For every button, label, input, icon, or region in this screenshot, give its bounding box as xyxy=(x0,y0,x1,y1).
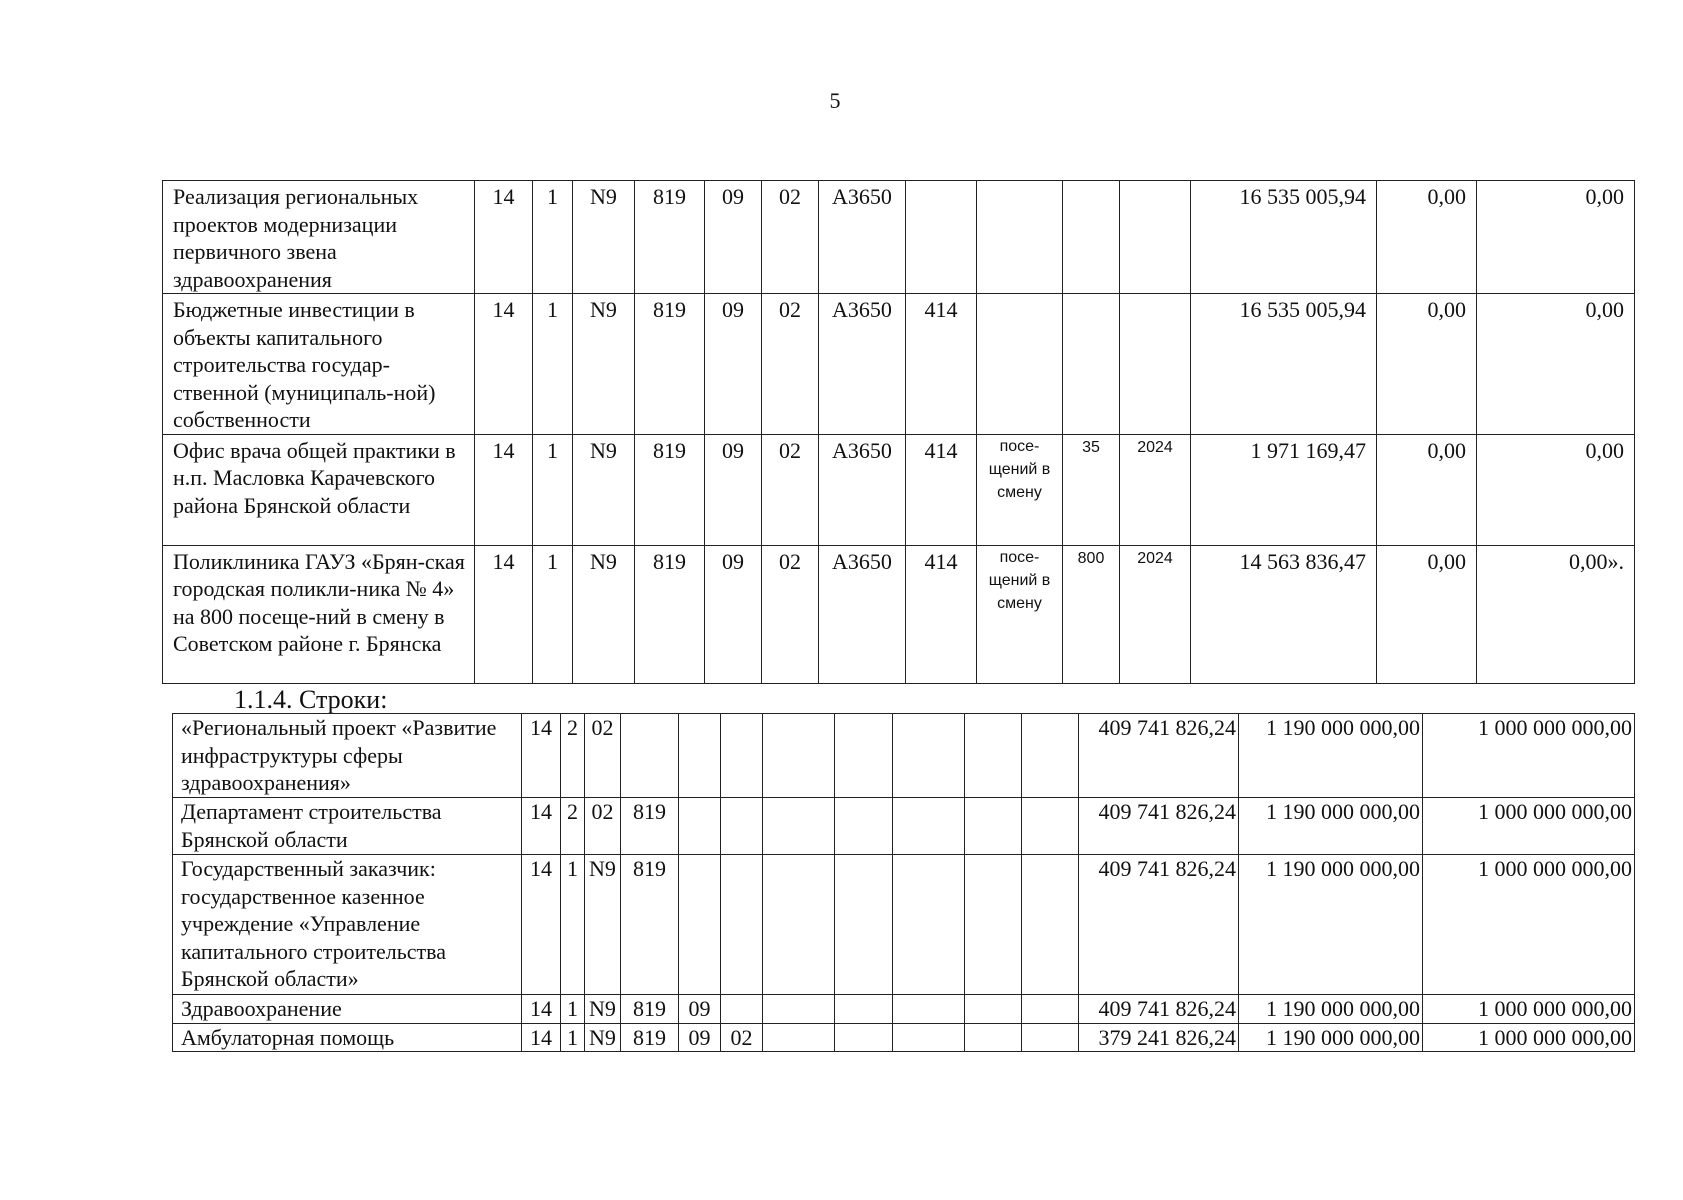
capacity-cell xyxy=(1063,181,1120,294)
amount-cell: 0,00 xyxy=(1477,294,1635,435)
code-cell xyxy=(721,714,763,798)
code-cell: 02 xyxy=(721,1023,763,1052)
amount-cell: 1 971 169,47 xyxy=(1191,434,1377,545)
amount-cell: 14 563 836,47 xyxy=(1191,545,1377,683)
code-cell: N9 xyxy=(585,1023,621,1052)
empty-cell xyxy=(965,1023,1022,1052)
code-cell xyxy=(679,798,721,855)
empty-cell xyxy=(835,1023,893,1052)
empty-cell xyxy=(835,798,893,855)
code-cell: 14 xyxy=(522,855,561,995)
code-cell: А3650 xyxy=(819,181,906,294)
unit-cell xyxy=(977,294,1063,435)
empty-cell xyxy=(835,714,893,798)
code-cell: 09 xyxy=(679,1023,721,1052)
code-cell xyxy=(906,181,977,294)
code-cell: 09 xyxy=(679,995,721,1024)
empty-cell xyxy=(965,714,1022,798)
amount-cell: 409 741 826,24 xyxy=(1079,798,1239,855)
code-cell: 1 xyxy=(561,995,585,1024)
empty-cell xyxy=(763,855,835,995)
code-cell: 09 xyxy=(705,545,762,683)
amount-cell: 0,00 xyxy=(1377,434,1477,545)
code-cell: 414 xyxy=(906,434,977,545)
row-name: Здравоохранение xyxy=(173,995,522,1024)
code-cell: N9 xyxy=(573,434,635,545)
amount-cell: 409 741 826,24 xyxy=(1079,995,1239,1024)
row-name: Офис врача общей практики в н.п. Масловка Карачевского района Брянской области xyxy=(163,434,475,545)
code-cell: 09 xyxy=(705,294,762,435)
table-row xyxy=(173,714,1635,798)
table-row xyxy=(173,1023,1635,1052)
code-cell: 14 xyxy=(522,995,561,1024)
code-cell: 819 xyxy=(635,181,705,294)
empty-cell xyxy=(835,855,893,995)
code-cell: 02 xyxy=(585,714,621,798)
code-cell: А3650 xyxy=(819,294,906,435)
code-cell: 2 xyxy=(561,714,585,798)
amount-cell: 0,00 xyxy=(1477,181,1635,294)
code-cell: 02 xyxy=(762,434,819,545)
row-name: «Региональный проект «Развитие инфраструктуры сферы здравоохранения» xyxy=(173,714,522,798)
amount-cell: 0,00 xyxy=(1477,434,1635,545)
code-cell: А3650 xyxy=(819,545,906,683)
section-heading: 1.1.4. Строки: xyxy=(234,685,388,714)
code-cell: 14 xyxy=(522,714,561,798)
code-cell: 414 xyxy=(906,294,977,435)
table-row xyxy=(173,995,1635,1024)
code-cell xyxy=(721,995,763,1024)
row-name: Реализация региональных проектов модернизации первичного звена здравоохранения xyxy=(163,181,475,294)
empty-cell xyxy=(1022,714,1079,798)
code-cell xyxy=(721,798,763,855)
code-cell: 14 xyxy=(522,1023,561,1052)
code-cell: 2 xyxy=(561,798,585,855)
year-cell xyxy=(1120,294,1191,435)
code-cell: 819 xyxy=(621,995,679,1024)
code-cell: 14 xyxy=(475,294,533,435)
code-cell: N9 xyxy=(573,181,635,294)
amount-cell: 1 190 000 000,00 xyxy=(1239,855,1423,995)
amount-cell: 1 000 000 000,00 xyxy=(1423,995,1635,1024)
year-cell: 2024 xyxy=(1120,434,1191,545)
capacity-cell xyxy=(1063,294,1120,435)
code-cell: 414 xyxy=(906,545,977,683)
code-cell: 09 xyxy=(705,434,762,545)
empty-cell xyxy=(893,995,965,1024)
empty-cell xyxy=(1022,995,1079,1024)
amount-cell: 1 190 000 000,00 xyxy=(1239,995,1423,1024)
code-cell: 02 xyxy=(585,798,621,855)
code-cell: 819 xyxy=(635,434,705,545)
empty-cell xyxy=(835,995,893,1024)
code-cell: 1 xyxy=(561,1023,585,1052)
amount-cell: 0,00 xyxy=(1377,294,1477,435)
empty-cell xyxy=(893,798,965,855)
empty-cell xyxy=(763,995,835,1024)
amount-cell: 379 241 826,24 xyxy=(1079,1023,1239,1052)
row-name: Государственный заказчик: государственное казенное учреждение «Управление капитального строительства Брянской области» xyxy=(173,855,522,995)
amount-cell: 1 000 000 000,00 xyxy=(1423,855,1635,995)
empty-cell xyxy=(763,714,835,798)
table-row xyxy=(163,545,1635,683)
code-cell: 14 xyxy=(475,181,533,294)
code-cell: 819 xyxy=(635,294,705,435)
amount-cell: 0,00 xyxy=(1377,181,1477,294)
code-cell: 14 xyxy=(475,545,533,683)
code-cell: А3650 xyxy=(819,434,906,545)
unit-cell: посе-щений в смену xyxy=(977,434,1063,545)
amount-cell: 1 190 000 000,00 xyxy=(1239,798,1423,855)
code-cell: 09 xyxy=(705,181,762,294)
empty-cell xyxy=(965,798,1022,855)
code-cell: 819 xyxy=(621,1023,679,1052)
unit-cell: посе-щений в смену xyxy=(977,545,1063,683)
code-cell: 02 xyxy=(762,545,819,683)
table-row xyxy=(163,181,1635,294)
code-cell: 02 xyxy=(762,294,819,435)
table-row xyxy=(163,434,1635,545)
amount-cell: 0,00». xyxy=(1477,545,1635,683)
empty-cell xyxy=(893,1023,965,1052)
empty-cell xyxy=(965,995,1022,1024)
amount-cell: 1 190 000 000,00 xyxy=(1239,714,1423,798)
code-cell: 1 xyxy=(533,545,573,683)
code-cell: 14 xyxy=(475,434,533,545)
capacity-cell: 800 xyxy=(1063,545,1120,683)
code-cell: 02 xyxy=(762,181,819,294)
code-cell: 1 xyxy=(533,181,573,294)
code-cell: N9 xyxy=(585,855,621,995)
code-cell: 819 xyxy=(635,545,705,683)
empty-cell xyxy=(965,855,1022,995)
capacity-cell: 35 xyxy=(1063,434,1120,545)
page-number: 5 xyxy=(829,88,841,113)
year-cell xyxy=(1120,181,1191,294)
code-cell: 14 xyxy=(522,798,561,855)
amount-cell: 409 741 826,24 xyxy=(1079,714,1239,798)
unit-cell xyxy=(977,181,1063,294)
code-cell xyxy=(679,855,721,995)
row-name: Амбулаторная помощь xyxy=(173,1023,522,1052)
empty-cell xyxy=(1022,1023,1079,1052)
amount-cell: 409 741 826,24 xyxy=(1079,855,1239,995)
empty-cell xyxy=(893,855,965,995)
code-cell: 1 xyxy=(561,855,585,995)
empty-cell xyxy=(893,714,965,798)
objects-table xyxy=(162,180,1635,684)
code-cell: N9 xyxy=(573,294,635,435)
table-row xyxy=(163,294,1635,435)
amount-cell: 0,00 xyxy=(1377,545,1477,683)
code-cell xyxy=(679,714,721,798)
year-cell: 2024 xyxy=(1120,545,1191,683)
code-cell: 1 xyxy=(533,294,573,435)
empty-cell xyxy=(1022,855,1079,995)
empty-cell xyxy=(763,1023,835,1052)
row-name: Бюджетные инвестиции в объекты капитального строительства государ-ственной (муниципаль-ной) собственности xyxy=(163,294,475,435)
amount-cell: 1 000 000 000,00 xyxy=(1423,798,1635,855)
code-cell: N9 xyxy=(585,995,621,1024)
code-cell: 1 xyxy=(533,434,573,545)
amount-cell: 16 535 005,94 xyxy=(1191,181,1377,294)
table-row xyxy=(173,798,1635,855)
amount-cell: 1 000 000 000,00 xyxy=(1423,714,1635,798)
empty-cell xyxy=(1022,798,1079,855)
row-name: Поликлиника ГАУЗ «Брян-ская городская поликли-ника № 4» на 800 посеще-ний в смену в Советском районе г. Брянска xyxy=(163,545,475,683)
code-cell: N9 xyxy=(573,545,635,683)
row-name: Департамент строительства Брянской области xyxy=(173,798,522,855)
empty-cell xyxy=(763,798,835,855)
amount-cell: 16 535 005,94 xyxy=(1191,294,1377,435)
table-row xyxy=(173,855,1635,995)
code-cell: 819 xyxy=(621,798,679,855)
code-cell xyxy=(621,714,679,798)
lines-table xyxy=(172,713,1635,1052)
code-cell xyxy=(721,855,763,995)
amount-cell: 1 190 000 000,00 xyxy=(1239,1023,1423,1052)
code-cell: 819 xyxy=(621,855,679,995)
amount-cell: 1 000 000 000,00 xyxy=(1423,1023,1635,1052)
